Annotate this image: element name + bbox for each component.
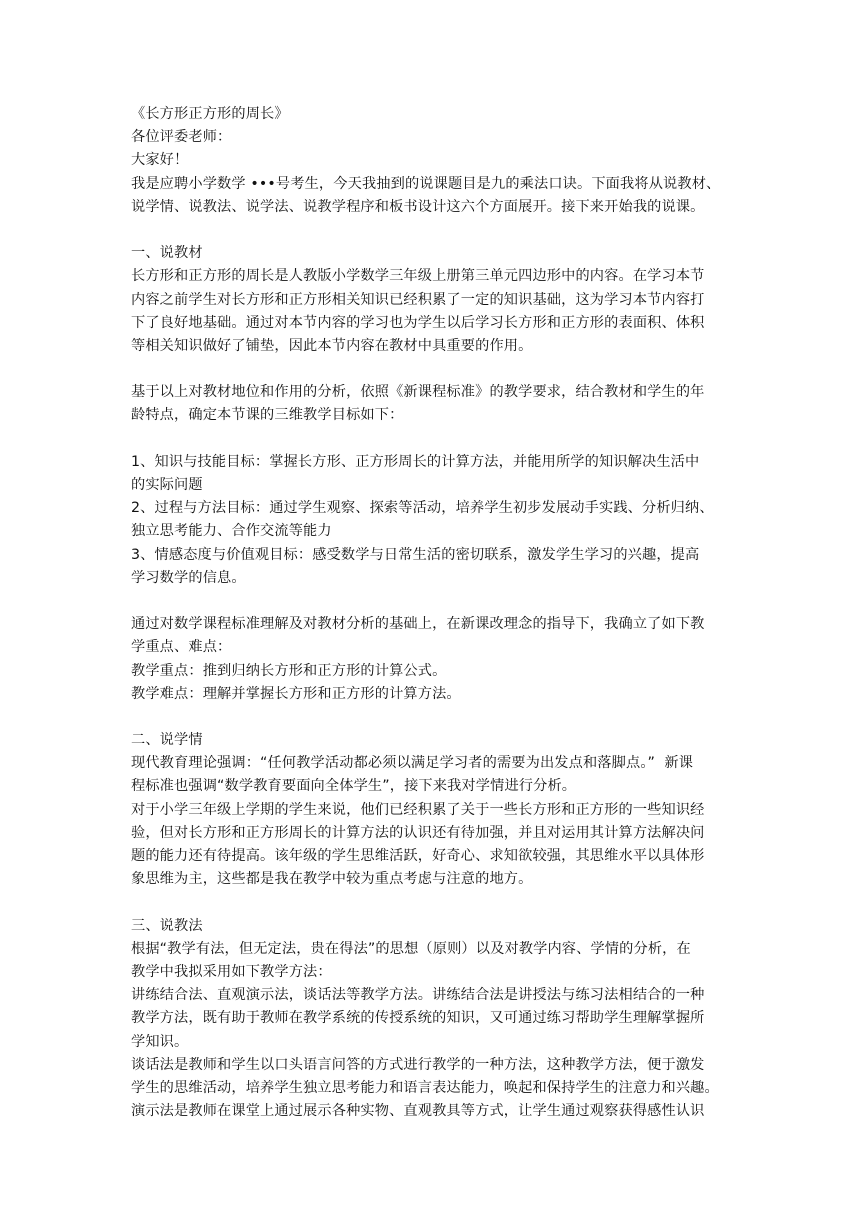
- goal-line: 1、知识与技能目标：掌握长方形、正方形周长的计算方法，并能用所学的知识解决生活中: [131, 453, 700, 470]
- goal-line: 学习数学的信息。: [131, 569, 246, 586]
- paragraph-line: 谈话法是教师和学生以口头语言问答的方式进行教学的一种方法，这种教学方法，便于激发: [131, 1056, 705, 1073]
- document-page: [131, 103, 736, 1123]
- paragraph-gap: [131, 590, 736, 613]
- paragraph-line: 讲练结合法、直观演示法，谈话法等教学方法。讲练结合法是讲授法与练习法相结合的一种: [131, 987, 705, 1004]
- key-point: 教学重点：推到归纳长方形和正方形的计算公式。: [131, 662, 447, 679]
- paragraph-line: 龄特点，确定本节课的三维教学目标如下：: [131, 407, 404, 424]
- section-heading: 一、说教材: [131, 245, 203, 262]
- paragraph-line: 根据“教学有法，但无定法，贵在得法”的思想（原则）以及对教学内容、学情的分析，在: [131, 940, 691, 957]
- paragraph-line: 教学中我拟采用如下教学方法：: [131, 963, 332, 980]
- paragraph-gap: [131, 428, 736, 451]
- intro-line: 说学情、说教法、说学法、说教学程序和板书设计这六个方面展开。接下来开始我的说课。: [131, 198, 705, 215]
- paragraph-line: 内容之前学生对长方形和正方形相关知识已经积累了一定的知识基础，这为学习本节内容打: [131, 291, 705, 308]
- paragraph-line: 现代教育理论强调：“任何教学活动都必须以满足学习者的需要为出发点和落脚点。” 新课: [131, 755, 694, 772]
- paragraph-gap: [131, 219, 736, 242]
- paragraph-line: 通过对数学课程标准理解及对教材分析的基础上，在新课改理念的指导下，我确立了如下教: [131, 616, 705, 633]
- paragraph-line: 学重点、难点：: [131, 639, 232, 656]
- paragraph-line: 对于小学三年级上学期的学生来说，他们已经积累了关于一些长方形和正方形的一些知识经: [131, 801, 705, 818]
- paragraph-line: 长方形和正方形的周长是人教版小学数学三年级上册第三单元四边形中的内容。在学习本节: [131, 268, 705, 285]
- paragraph-line: 下了良好地基础。通过对本节内容的学习也为学生以后学习长方形和正方形的表面积、体积: [131, 314, 705, 331]
- paragraph-line: 基于以上对教材地位和作用的分析，依照《新课程标准》的教学要求，结合教材和学生的年: [131, 384, 705, 401]
- paragraph-line: 学知识。: [131, 1033, 189, 1050]
- goal-line: 2、过程与方法目标：通过学生观察、探索等活动，培养学生初步发展动手实践、分析归纳、: [131, 500, 714, 517]
- section-heading: 三、说教法: [131, 917, 203, 934]
- difficult-point: 教学难点：理解并掌握长方形和正方形的计算方法。: [131, 685, 461, 702]
- goal-line: 3、情感态度与价值观目标：感受数学与日常生活的密切联系，激发学生学习的兴趣，提高: [131, 546, 700, 563]
- paragraph-gap: [131, 706, 736, 729]
- paragraph-line: 程标准也强调“数学教育要面向全体学生”，接下来我对学情进行分析。: [131, 778, 577, 795]
- paragraph-gap: [131, 891, 736, 914]
- goal-line: 的实际问题: [131, 477, 203, 493]
- paragraph-line: 学生的思维活动，培养学生独立思考能力和语言表达能力，唤起和保持学生的注意力和兴趣。: [131, 1079, 719, 1096]
- paragraph-line: 验，但对长方形和正方形周长的计算方法的认识还有待加强，并且对运用其计算方法解决问: [131, 824, 705, 841]
- paragraph-line: 等相关知识做好了铺垫，因此本节内容在教材中具重要的作用。: [131, 337, 533, 354]
- section-heading: 二、说学情: [131, 732, 203, 749]
- paragraph-gap: [131, 358, 736, 381]
- paragraph-line: 演示法是教师在课堂上通过展示各种实物、直观教具等方式，让学生通过观察获得感性认识: [131, 1103, 705, 1120]
- paragraph-line: 象思维为主，这些都是我在教学中较为重点考虑与注意的地方。: [131, 871, 533, 888]
- paragraph-line: 题的能力还有待提高。该年级的学生思维活跃，好奇心、求知欲较强，其思维水平以具体形: [131, 848, 705, 864]
- greeting: 大家好！: [131, 152, 189, 169]
- document-title: 《长方形正方形的周长》: [131, 106, 289, 122]
- salutation: 各位评委老师：: [131, 129, 232, 146]
- paragraph-line: 教学方法，既有助于教师在教学系统的传授系统的知识，又可通过练习帮助学生理解掌握所: [131, 1010, 705, 1027]
- goal-line: 独立思考能力、合作交流等能力: [131, 523, 332, 540]
- intro-line: 我是应聘小学数学 •••号考生，今天我抽到的说课题目是九的乘法口诀。下面我将从说教材、: [131, 175, 721, 192]
